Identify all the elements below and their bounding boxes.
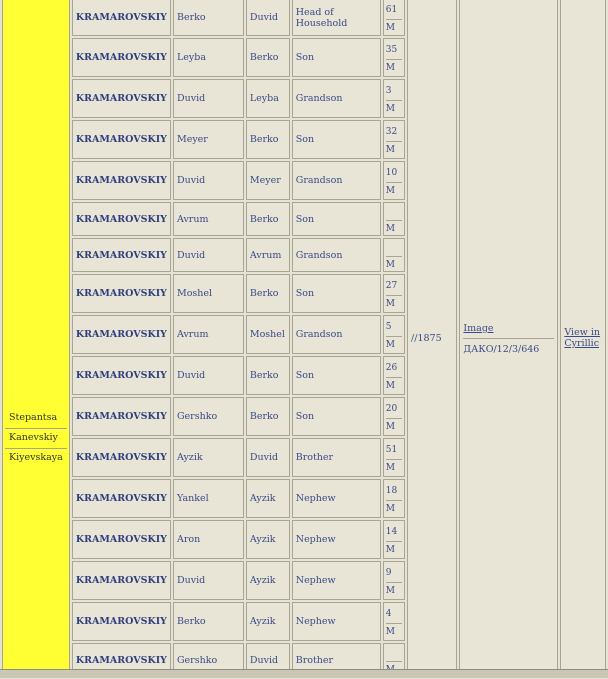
age-value: 35 xyxy=(386,42,402,60)
relationship-cell: Grandson xyxy=(292,238,381,272)
age-sex-cell xyxy=(383,202,405,236)
given-name-cell: Duvid xyxy=(173,161,244,200)
father-name-cell: Moshel xyxy=(246,315,290,354)
age-sex-cell xyxy=(383,561,405,600)
sex-value: M xyxy=(385,626,395,637)
age-value: 18 xyxy=(386,483,402,501)
age-value: 9 xyxy=(386,565,402,583)
father-name-cell: Ayzik xyxy=(246,479,290,518)
age-value: 32 xyxy=(386,124,402,142)
father-name-cell: Duvid xyxy=(246,643,290,677)
surname-cell: KRAMAROVSKIY xyxy=(72,38,171,77)
father-name-cell: Leyba xyxy=(246,79,290,118)
age-sex-cell xyxy=(383,38,405,77)
age-sex-cell xyxy=(383,520,405,559)
age-value: 4 xyxy=(386,606,402,624)
given-name-cell: Berko xyxy=(173,602,244,641)
father-name-cell: Berko xyxy=(246,202,290,236)
archive-reference: ДАКО/12/3/646 xyxy=(463,344,540,355)
sex-value: M xyxy=(385,62,395,73)
sex-value: M xyxy=(385,462,395,473)
age-sex-cell xyxy=(383,238,405,272)
sex-value: M xyxy=(385,260,395,270)
age-value: 3 xyxy=(386,83,402,101)
relationship-cell: Son xyxy=(292,356,381,395)
given-name-cell: Avrum xyxy=(173,202,244,236)
given-name-cell: Yankel xyxy=(173,479,244,518)
location-cell xyxy=(2,0,70,677)
father-name-cell: Berko xyxy=(246,274,290,313)
father-name-cell: Ayzik xyxy=(246,602,290,641)
surname-cell: KRAMAROVSKIY xyxy=(72,643,171,677)
sex-value: M xyxy=(385,22,395,33)
relationship-cell: Grandson xyxy=(292,79,381,118)
age-value: 61 xyxy=(386,2,402,20)
sex-value: M xyxy=(385,503,395,514)
surname-cell: KRAMAROVSKIY xyxy=(72,274,171,313)
table-row xyxy=(2,0,606,36)
age-value: 14 xyxy=(386,524,402,542)
age-sex-cell xyxy=(383,438,405,477)
father-name-cell: Berko xyxy=(246,356,290,395)
surname-cell: KRAMAROVSKIY xyxy=(72,161,171,200)
father-name-cell: Duvid xyxy=(246,438,290,477)
relationship-cell: Nephew xyxy=(292,602,381,641)
age-sex-cell xyxy=(383,315,405,354)
age-value: 5 xyxy=(386,319,402,337)
father-name-cell: Berko xyxy=(246,397,290,436)
image-link[interactable]: Image xyxy=(463,323,494,334)
given-name-cell: Berko xyxy=(173,0,244,36)
sex-value: M xyxy=(385,585,395,596)
age-value: 27 xyxy=(386,278,402,296)
father-name-cell: Berko xyxy=(246,38,290,77)
surname-cell: KRAMAROVSKIY xyxy=(72,202,171,236)
father-name-cell: Ayzik xyxy=(246,520,290,559)
given-name-cell: Duvid xyxy=(173,356,244,395)
given-name-cell: Meyer xyxy=(173,120,244,159)
relationship-cell: Son xyxy=(292,202,381,236)
archive-cell xyxy=(459,0,558,677)
father-name-cell: Ayzik xyxy=(246,561,290,600)
given-name-cell: Gershko xyxy=(173,397,244,436)
age-sex-cell xyxy=(383,79,405,118)
view-cyrillic-link[interactable]: View in Cyrillic xyxy=(564,327,601,349)
surname-cell: KRAMAROVSKIY xyxy=(72,315,171,354)
age-sex-cell xyxy=(383,120,405,159)
father-name-cell: Duvid xyxy=(246,0,290,36)
surname-cell: KRAMAROVSKIY xyxy=(72,356,171,395)
age-value: 51 xyxy=(386,442,402,460)
sex-value: M xyxy=(385,544,395,555)
year-cell xyxy=(407,0,457,677)
relationship-cell: Grandson xyxy=(292,161,381,200)
relationship-cell: Son xyxy=(292,120,381,159)
father-name-cell: Avrum xyxy=(246,238,290,272)
surname-cell: KRAMAROVSKIY xyxy=(72,0,171,36)
given-name-cell: Duvid xyxy=(173,79,244,118)
surname-cell: KRAMAROVSKIY xyxy=(72,602,171,641)
relationship-cell: Brother xyxy=(292,438,381,477)
relationship-cell: Son xyxy=(292,397,381,436)
surname-cell: KRAMAROVSKIY xyxy=(72,397,171,436)
given-name-cell: Duvid xyxy=(173,561,244,600)
relationship-cell: Son xyxy=(292,274,381,313)
age-sex-cell xyxy=(383,356,405,395)
age-sex-cell xyxy=(383,0,405,36)
age-sex-cell xyxy=(383,602,405,641)
village-name: Stepantsa xyxy=(5,409,67,429)
cyrillic-cell xyxy=(560,0,606,677)
relationship-cell: Head of Household xyxy=(292,0,381,36)
given-name-cell: Aron xyxy=(173,520,244,559)
relationship-cell: Son xyxy=(292,38,381,77)
father-name-cell: Berko xyxy=(246,120,290,159)
surname-cell: KRAMAROVSKIY xyxy=(72,479,171,518)
age-sex-cell xyxy=(383,161,405,200)
surname-cell: KRAMAROVSKIY xyxy=(72,238,171,272)
relationship-cell: Nephew xyxy=(292,520,381,559)
given-name-cell: Ayzik xyxy=(173,438,244,477)
year-value: //1875 xyxy=(411,332,442,344)
age-sex-cell xyxy=(383,397,405,436)
sex-value: M xyxy=(385,421,395,432)
age-value xyxy=(386,239,402,257)
father-name-cell: Meyer xyxy=(246,161,290,200)
age-value: 26 xyxy=(386,360,402,378)
age-sex-cell xyxy=(383,479,405,518)
age-sex-cell xyxy=(383,274,405,313)
given-name-cell: Duvid xyxy=(173,238,244,272)
surname-cell: KRAMAROVSKIY xyxy=(72,120,171,159)
district-name: Kanevskiy xyxy=(5,429,67,449)
records-body xyxy=(2,0,606,677)
sex-value: M xyxy=(385,224,395,234)
relationship-cell: Grandson xyxy=(292,315,381,354)
surname-cell: KRAMAROVSKIY xyxy=(72,438,171,477)
sex-value: M xyxy=(385,339,395,350)
province-name: Kiyevskaya xyxy=(9,451,63,463)
relationship-cell: Nephew xyxy=(292,561,381,600)
sex-value: M xyxy=(385,103,395,114)
sex-value: M xyxy=(385,298,395,309)
given-name-cell: Leyba xyxy=(173,38,244,77)
age-value xyxy=(386,644,402,662)
relationship-cell: Nephew xyxy=(292,479,381,518)
given-name-cell: Moshel xyxy=(173,274,244,313)
age-value: 20 xyxy=(386,401,402,419)
age-value: 10 xyxy=(386,165,402,183)
sex-value: M xyxy=(385,185,395,196)
given-name-cell: Avrum xyxy=(173,315,244,354)
surname-cell: KRAMAROVSKIY xyxy=(72,79,171,118)
surname-cell: KRAMAROVSKIY xyxy=(72,520,171,559)
relationship-cell: Brother xyxy=(292,643,381,677)
surname-cell: KRAMAROVSKIY xyxy=(72,561,171,600)
sex-value: M xyxy=(385,144,395,155)
age-value xyxy=(386,203,402,221)
sex-value: M xyxy=(385,380,395,391)
given-name-cell: Gershko xyxy=(173,643,244,677)
